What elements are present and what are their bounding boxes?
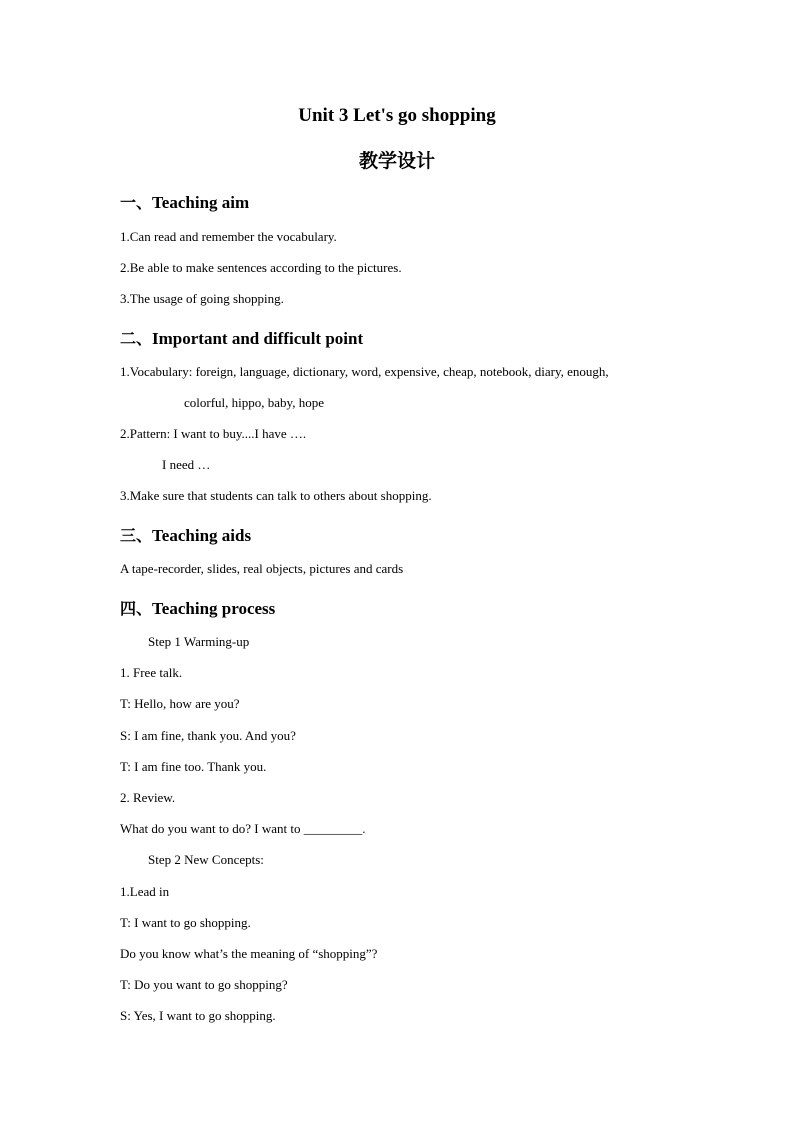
step-label: Step 1 Warming-up: [148, 634, 250, 649]
body-line: 2.Pattern: I want to buy....I have ….: [120, 426, 307, 441]
body-line: T: I want to go shopping.: [120, 915, 251, 930]
body-line: 1.Can read and remember the vocabulary.: [120, 229, 337, 244]
body-line: Do you know what’s the meaning of “shopping”?: [120, 946, 378, 961]
section-number: 二、: [120, 329, 153, 348]
body-line: T: I am fine too. Thank you.: [120, 759, 267, 774]
body-line: T: Do you want to go shopping?: [120, 977, 288, 992]
section-number: 四、: [120, 599, 153, 618]
section-title: Important and difficult point: [152, 329, 364, 348]
body-line: A tape-recorder, slides, real objects, pictures and cards: [120, 561, 404, 576]
body-line: colorful, hippo, baby, hope: [184, 395, 324, 410]
section-title: Teaching aim: [152, 193, 250, 212]
body-line: 2.Be able to make sentences according to the pictures.: [120, 260, 402, 275]
body-line: I need …: [162, 457, 211, 472]
section-heading-important-point: [120, 326, 363, 349]
body-line: 3.Make sure that students can talk to others about shopping.: [120, 488, 432, 503]
section-title: Teaching aids: [152, 526, 252, 545]
body-line: S: I am fine, thank you. And you?: [120, 728, 296, 743]
body-line: What do you want to do? I want to _________.: [120, 821, 366, 836]
body-line: 1.Lead in: [120, 884, 170, 899]
section-number: 一、: [120, 193, 153, 212]
section-heading-teaching-aim: [120, 190, 249, 213]
section-heading-teaching-process: [120, 596, 275, 619]
body-line: S: Yes, I want to go shopping.: [120, 1008, 276, 1023]
body-line: 1. Free talk.: [120, 665, 183, 680]
body-line: 3.The usage of going shopping.: [120, 291, 284, 306]
section-number: 三、: [120, 526, 153, 545]
body-line: 1.Vocabulary: foreign, language, dictionary, word, expensive, cheap, notebook, diary, enough,: [120, 364, 609, 379]
step-label: Step 2 New Concepts:: [148, 852, 264, 867]
section-title: Teaching process: [152, 599, 276, 618]
document-subtitle: 教学设计: [358, 150, 435, 172]
document-title: Unit 3 Let's go shopping: [298, 105, 496, 126]
section-heading-teaching-aids: [120, 523, 251, 546]
body-line: 2. Review.: [120, 790, 176, 805]
body-line: T: Hello, how are you?: [120, 696, 240, 711]
